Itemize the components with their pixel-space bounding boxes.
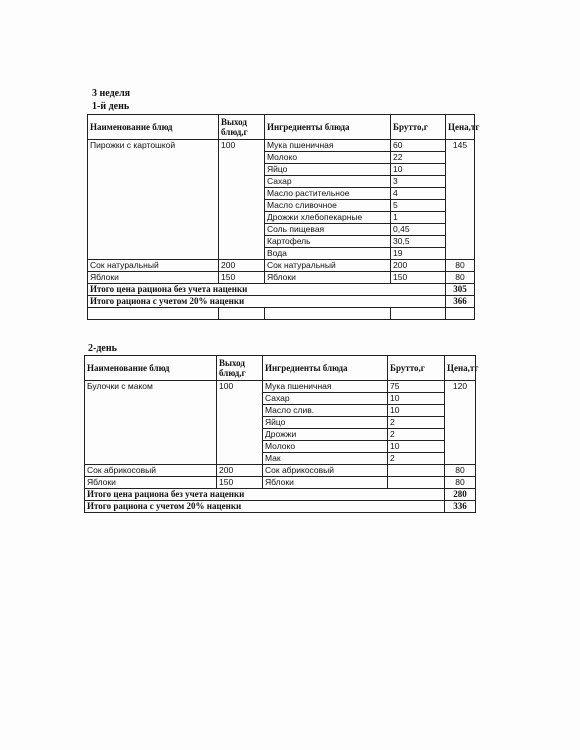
- dish-name: Булочки с маком: [85, 381, 217, 465]
- table-row: [88, 272, 475, 284]
- ingredient-brutto: 2: [388, 429, 445, 441]
- ingredient-brutto: 2: [388, 453, 445, 465]
- dish-name: Пирожки с картошкой: [88, 140, 219, 260]
- dish-output: 200: [219, 260, 265, 272]
- total-markup-value: 336: [445, 501, 476, 513]
- dish-output: 150: [219, 272, 265, 284]
- ingredient-brutto: 10: [388, 405, 445, 417]
- header-ingredients: Ингредиенты блюда: [263, 356, 388, 381]
- ingredient-name: Яблоки: [265, 272, 391, 284]
- ingredient-name: Сахар: [265, 176, 391, 188]
- ingredient-brutto: [388, 477, 445, 489]
- table-header-row: [85, 356, 476, 381]
- ingredient-name: Сок натуральный: [265, 260, 391, 272]
- ingredient-brutto: 22: [391, 152, 446, 164]
- dish-price: 80: [445, 477, 476, 489]
- total-markup-label: Итого рациона с учетом 20% наценки: [85, 501, 445, 513]
- ingredient-name: Масло растительное: [265, 188, 391, 200]
- dish-price: 80: [446, 272, 475, 284]
- ingredient-name: Масло сливочное: [265, 200, 391, 212]
- total-label: Итого цена рациона без учета наценки: [88, 284, 446, 296]
- total-row: [88, 284, 475, 296]
- total-value: 305: [446, 284, 475, 296]
- ingredient-brutto: 5: [391, 200, 446, 212]
- header-ingredients: Ингредиенты блюда: [265, 115, 391, 140]
- dish-output: 100: [219, 140, 265, 260]
- header-brutto: Брутто,г: [388, 356, 445, 381]
- ingredient-brutto: 0,45: [391, 224, 446, 236]
- ingredient-brutto: 10: [388, 441, 445, 453]
- ingredient-row: [85, 381, 476, 393]
- ingredient-brutto: 4: [391, 188, 446, 200]
- ingredient-brutto: 150: [391, 272, 446, 284]
- header-output: Выход блюд,г: [217, 356, 263, 381]
- ingredient-name: Яблоки: [263, 477, 388, 489]
- day2-heading: 2-день: [88, 343, 117, 354]
- ingredient-name: Сок абрикосовый: [263, 465, 388, 477]
- ingredient-brutto: 10: [391, 164, 446, 176]
- ingredient-name: Масло слив.: [263, 405, 388, 417]
- header-price: Цена,тг: [445, 356, 476, 381]
- ingredient-name: Картофель: [265, 236, 391, 248]
- total-markup-value: 366: [446, 296, 475, 308]
- total-markup-row: [85, 501, 476, 513]
- ingredient-name: Дрожжи хлебопекарные: [265, 212, 391, 224]
- ingredient-brutto: [388, 465, 445, 477]
- total-row: [85, 489, 476, 501]
- dish-price: 120: [445, 381, 476, 465]
- ingredient-brutto: 10: [388, 393, 445, 405]
- dish-price: 80: [445, 465, 476, 477]
- dish-output: 100: [217, 381, 263, 465]
- day2-menu-table: [84, 355, 479, 513]
- total-markup-label: Итого рациона с учетом 20% наценки: [88, 296, 446, 308]
- header-dish-name: Наименование блюд: [85, 356, 217, 381]
- dish-price: 80: [446, 260, 475, 272]
- total-value: 280: [445, 489, 476, 501]
- ingredient-name: Молоко: [265, 152, 391, 164]
- ingredient-name: Сахар: [263, 393, 388, 405]
- ingredient-name: Вода: [265, 248, 391, 260]
- table-row: [85, 465, 476, 477]
- dish-name: Яблоки: [88, 272, 219, 284]
- total-label: Итого цена рациона без учета наценки: [85, 489, 445, 501]
- table-header-row: [88, 115, 475, 140]
- ingredient-brutto: 2: [388, 417, 445, 429]
- ingredient-name: Мука пшеничная: [263, 381, 388, 393]
- ingredient-brutto: 19: [391, 248, 446, 260]
- dish-output: 150: [217, 477, 263, 489]
- ingredient-name: Яйцо: [263, 417, 388, 429]
- dish-output: 200: [217, 465, 263, 477]
- dish-price: 145: [446, 140, 475, 260]
- table-row: [88, 260, 475, 272]
- ingredient-name: Мука пшеничная: [265, 140, 391, 152]
- ingredient-row: [88, 140, 475, 152]
- ingredient-brutto: 3: [391, 176, 446, 188]
- header-brutto: Брутто,г: [391, 115, 446, 140]
- ingredient-brutto: 200: [391, 260, 446, 272]
- header-output: Выход блюд,г: [219, 115, 265, 140]
- empty-row: [88, 308, 475, 320]
- dish-name: Сок абрикосовый: [85, 465, 217, 477]
- header-dish-name: Наименование блюд: [88, 115, 219, 140]
- dish-name: Сок натуральный: [88, 260, 219, 272]
- ingredient-name: Дрожжи: [263, 429, 388, 441]
- header-price: Цена,тг: [446, 115, 475, 140]
- day1-heading: 1-й день: [92, 101, 130, 112]
- day1-menu-table: [87, 114, 480, 320]
- week-heading: 3 неделя: [92, 88, 131, 99]
- ingredient-brutto: 1: [391, 212, 446, 224]
- ingredient-name: Соль пищевая: [265, 224, 391, 236]
- ingredient-brutto: 30,5: [391, 236, 446, 248]
- ingredient-name: Мак: [263, 453, 388, 465]
- ingredient-name: Яйцо: [265, 164, 391, 176]
- dish-name: Яблоки: [85, 477, 217, 489]
- table-row: [85, 477, 476, 489]
- ingredient-name: Молоко: [263, 441, 388, 453]
- ingredient-brutto: 60: [391, 140, 446, 152]
- total-markup-row: [88, 296, 475, 308]
- ingredient-brutto: 75: [388, 381, 445, 393]
